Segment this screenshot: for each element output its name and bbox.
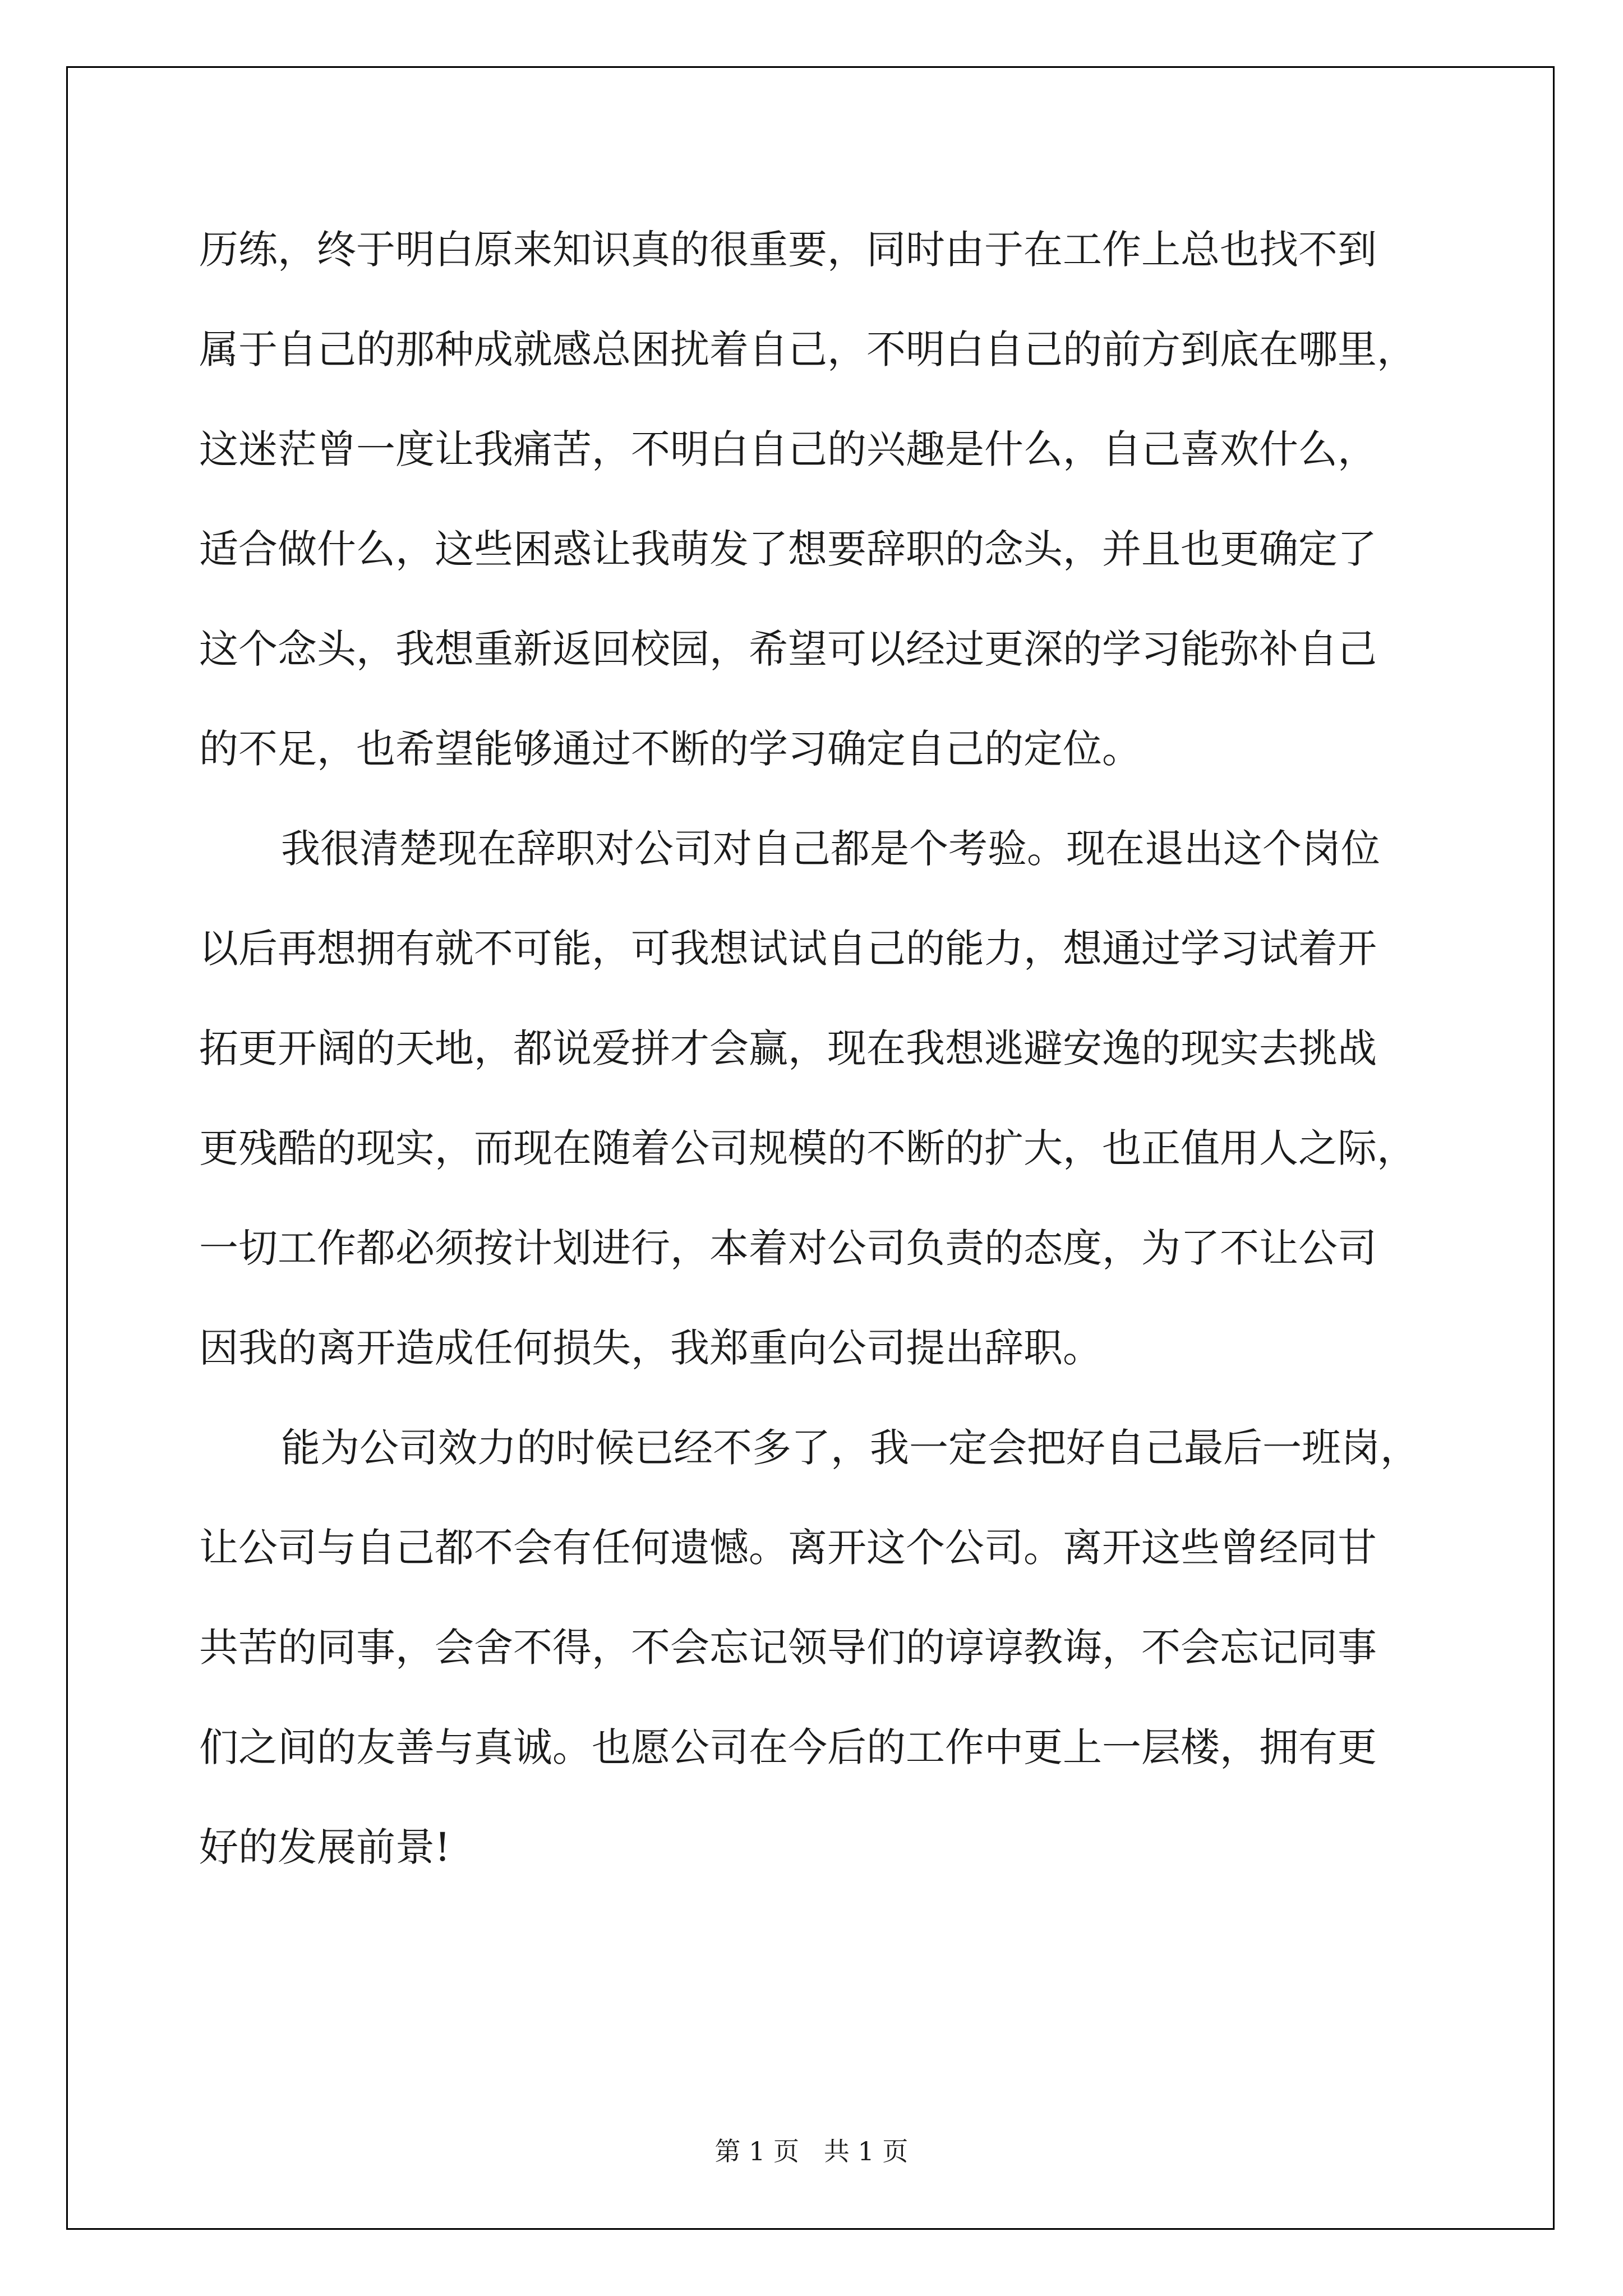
text-line: 适合做什么，这些困惑让我萌发了想要辞职的念头，并且也更确定了 [199,526,1377,572]
text-line: 能为公司效力的时候已经不多了，我一定会把好自己最后一班岗， [281,1425,1419,1471]
text-line: 们之间的友善与真诚。也愿公司在今后的工作中更上一层楼，拥有更 [199,1724,1377,1770]
page-number-footer: 第 1 页 共 1 页 [714,2136,909,2166]
text-line: 让公司与自己都不会有任何遗憾。离开这个公司。离开这些曾经同甘 [199,1525,1377,1571]
document-body [199,216,1433,1913]
text-line: 这个念头，我想重新返回校园，希望可以经过更深的学习能弥补自己 [199,626,1377,672]
text-line: 一切工作都必须按计划进行，本着对公司负责的态度，为了不让公司 [199,1225,1377,1271]
text-line: 共苦的同事，会舍不得，不会忘记领导们的谆谆教诲，不会忘记同事 [199,1625,1377,1671]
text-line: 这迷茫曾一度让我痛苦，不明白自己的兴趣是什么，自己喜欢什么， [199,426,1377,472]
text-line: 更残酷的现实，而现在随着公司规模的不断的扩大，也正值用人之际， [199,1125,1416,1171]
text-line: 以后再想拥有就不可能，可我想试试自己的能力，想通过学习试着开 [199,926,1377,972]
text-line: 因我的离开造成任何损失，我郑重向公司提出辞职。 [199,1325,1102,1371]
text-line: 拓更开阔的天地，都说爱拼才会赢，现在我想逃避安逸的现实去挑战 [199,1025,1377,1071]
text-line: 历练，终于明白原来知识真的很重要，同时由于在工作上总也找不到 [199,227,1377,273]
text-line: 好的发展前景! [199,1824,451,1870]
text-line: 我很清楚现在辞职对公司对自己都是个考验。现在退出这个岗位 [281,826,1380,872]
text-line: 属于自己的那种成就感总困扰着自己，不明白自己的前方到底在哪里， [199,326,1416,372]
text-line: 的不足，也希望能够通过不断的学习确定自己的定位。 [199,726,1141,772]
